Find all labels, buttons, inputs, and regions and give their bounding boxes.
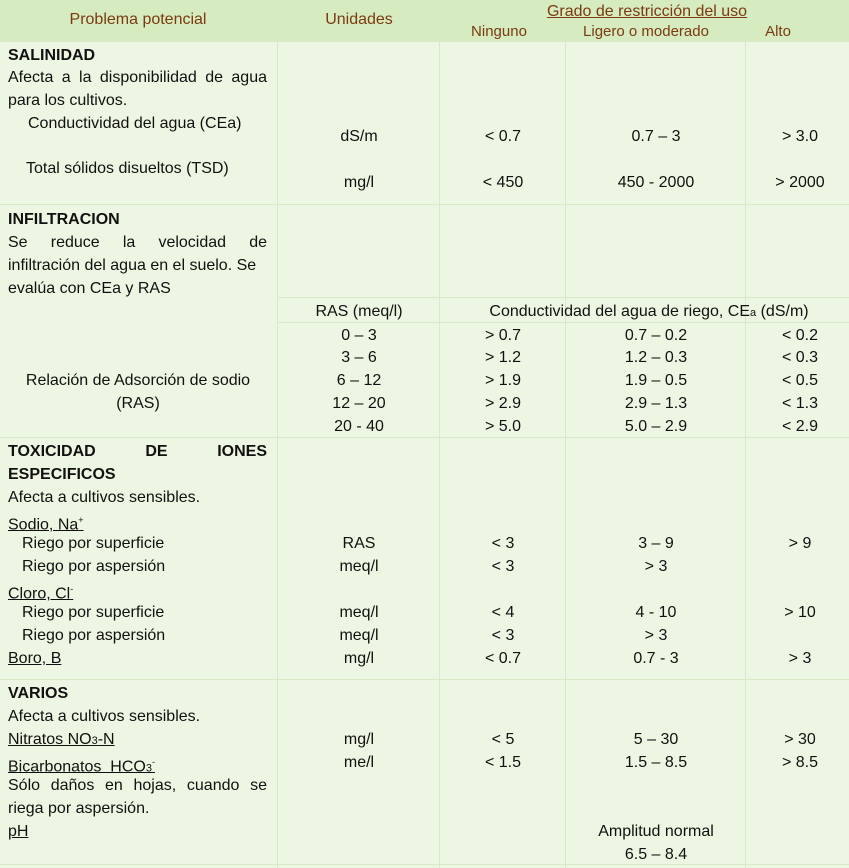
ras-cell: 12 – 20 <box>332 395 386 412</box>
ph-label: pH <box>8 823 29 840</box>
value-cell: 0.7 – 0.2 <box>624 327 688 344</box>
salinity-desc: para los cultivos. <box>8 92 128 109</box>
infiltration-desc: infiltración del agua en el suelo. Se <box>8 257 257 274</box>
section-title-misc: VARIOS <box>8 685 69 702</box>
unit-cell: mg/l <box>343 174 375 191</box>
unit-cell: dS/m <box>340 128 378 145</box>
unit-cell: me/l <box>343 754 375 771</box>
salinity-desc: Afecta a la disponibilidad de agua <box>8 69 267 86</box>
misc-note: riega por aspersión. <box>8 800 150 817</box>
row-divider <box>0 41 849 42</box>
sodium-label: Sodio, Na+ <box>8 515 84 534</box>
value-cell: > 10 <box>784 604 816 621</box>
value-cell: 0.7 - 3 <box>633 650 679 667</box>
section-title-toxicity: TOXICIDAD DE IONES <box>8 443 267 460</box>
value-cell: < 2.9 <box>781 418 819 435</box>
unit-cell: meq/l <box>339 604 379 621</box>
row-label: Relación de Adsorción de sodio <box>25 372 251 389</box>
row-label: Total sólidos disueltos (TSD) <box>26 160 229 177</box>
row-label: Riego por aspersión <box>22 627 166 644</box>
unit-cell: meq/l <box>339 558 379 575</box>
row-divider <box>0 437 849 438</box>
column-divider <box>745 41 746 868</box>
column-divider <box>439 0 440 868</box>
row-divider <box>0 679 849 680</box>
header-high: Alto <box>765 23 791 40</box>
value-cell: < 1.5 <box>484 754 522 771</box>
chlorine-label: Cloro, Cl- <box>8 584 74 603</box>
value-cell: < 3 <box>491 558 515 575</box>
ph-range-label: Amplitud normal <box>598 823 714 840</box>
value-cell: < 0.5 <box>781 372 819 389</box>
value-cell: 450 - 2000 <box>617 174 695 191</box>
value-cell: < 0.7 <box>484 128 522 145</box>
value-cell: > 3 <box>644 558 668 575</box>
value-cell: > 30 <box>784 731 816 748</box>
ras-cell: 0 – 3 <box>341 327 377 344</box>
header-none: Ninguno <box>471 23 527 40</box>
row-divider <box>0 204 849 205</box>
row-label: Riego por superficie <box>22 604 165 621</box>
value-cell: < 5 <box>491 731 515 748</box>
value-cell: 5.0 – 2.9 <box>624 418 688 435</box>
toxicity-desc: Afecta a cultivos sensibles. <box>8 489 201 506</box>
value-cell: > 2000 <box>775 174 825 191</box>
value-cell: < 450 <box>482 174 524 191</box>
value-cell: 1.5 – 8.5 <box>624 754 688 771</box>
value-cell: > 3.0 <box>781 128 819 145</box>
row-label: Riego por superficie <box>22 535 165 552</box>
column-divider <box>565 41 566 868</box>
value-cell: > 8.5 <box>781 754 819 771</box>
misc-desc: Afecta a cultivos sensibles. <box>8 708 201 725</box>
value-cell: > 1.9 <box>484 372 522 389</box>
value-cell: < 3 <box>491 627 515 644</box>
value-cell: 1.2 – 0.3 <box>624 349 688 366</box>
header-restriction: Grado de restricción del uso <box>546 3 748 20</box>
value-cell: 3 – 9 <box>638 535 674 552</box>
value-cell: 4 - 10 <box>635 604 677 621</box>
unit-cell: RAS <box>342 535 376 552</box>
row-label: Boro, B <box>8 650 62 667</box>
row-divider <box>277 297 849 298</box>
section-title-infiltration: INFILTRACION <box>8 211 120 228</box>
value-cell: > 3 <box>788 650 812 667</box>
value-cell: < 0.3 <box>781 349 819 366</box>
ras-header: RAS (meq/l) <box>315 303 403 320</box>
unit-cell: mg/l <box>343 650 375 667</box>
row-divider <box>0 864 849 865</box>
value-cell: > 2.9 <box>484 395 522 412</box>
column-divider <box>277 0 278 868</box>
header-moderate: Ligero o moderado <box>583 23 709 40</box>
misc-note: Sólo daños en hojas, cuando se <box>8 777 267 794</box>
ph-range: 6.5 – 8.4 <box>624 846 688 863</box>
ras-cell: 20 - 40 <box>334 418 384 435</box>
header-units: Unidades <box>325 11 393 28</box>
bicarb-label: Bicarbonatos HCO3- <box>8 757 155 776</box>
value-cell: < 3 <box>491 535 515 552</box>
section-title-salinity: SALINIDAD <box>8 47 96 64</box>
section-title-toxicity: ESPECIFICOS <box>8 466 116 483</box>
header-problem: Problema potencial <box>69 11 207 28</box>
ce-header: Conductividad del agua de riego, CEa (dS/m) <box>489 303 809 320</box>
value-cell: < 0.7 <box>484 650 522 667</box>
ras-cell: 3 – 6 <box>341 349 377 366</box>
value-cell: 0.7 – 3 <box>631 128 681 145</box>
row-label: Riego por aspersión <box>22 558 166 575</box>
value-cell: 1.9 – 0.5 <box>624 372 688 389</box>
ras-cell: 6 – 12 <box>336 372 382 389</box>
value-cell: < 0.2 <box>781 327 819 344</box>
value-cell: > 3 <box>644 627 668 644</box>
infiltration-desc: evalúa con CEa y RAS <box>8 280 171 297</box>
value-cell: < 1.3 <box>781 395 819 412</box>
unit-cell: meq/l <box>339 627 379 644</box>
row-label: (RAS) <box>116 395 160 412</box>
value-cell: < 4 <box>491 604 515 621</box>
value-cell: > 0.7 <box>484 327 522 344</box>
nitrates-label: Nitratos NO3-N <box>8 731 115 748</box>
value-cell: > 1.2 <box>484 349 522 366</box>
unit-cell: mg/l <box>343 731 375 748</box>
value-cell: 2.9 – 1.3 <box>624 395 688 412</box>
infiltration-desc: Se reduce la velocidad de <box>8 234 267 251</box>
value-cell: > 5.0 <box>484 418 522 435</box>
value-cell: 5 – 30 <box>633 731 679 748</box>
value-cell: > 9 <box>788 535 812 552</box>
row-label: Conductividad del agua (CEa) <box>28 115 242 132</box>
